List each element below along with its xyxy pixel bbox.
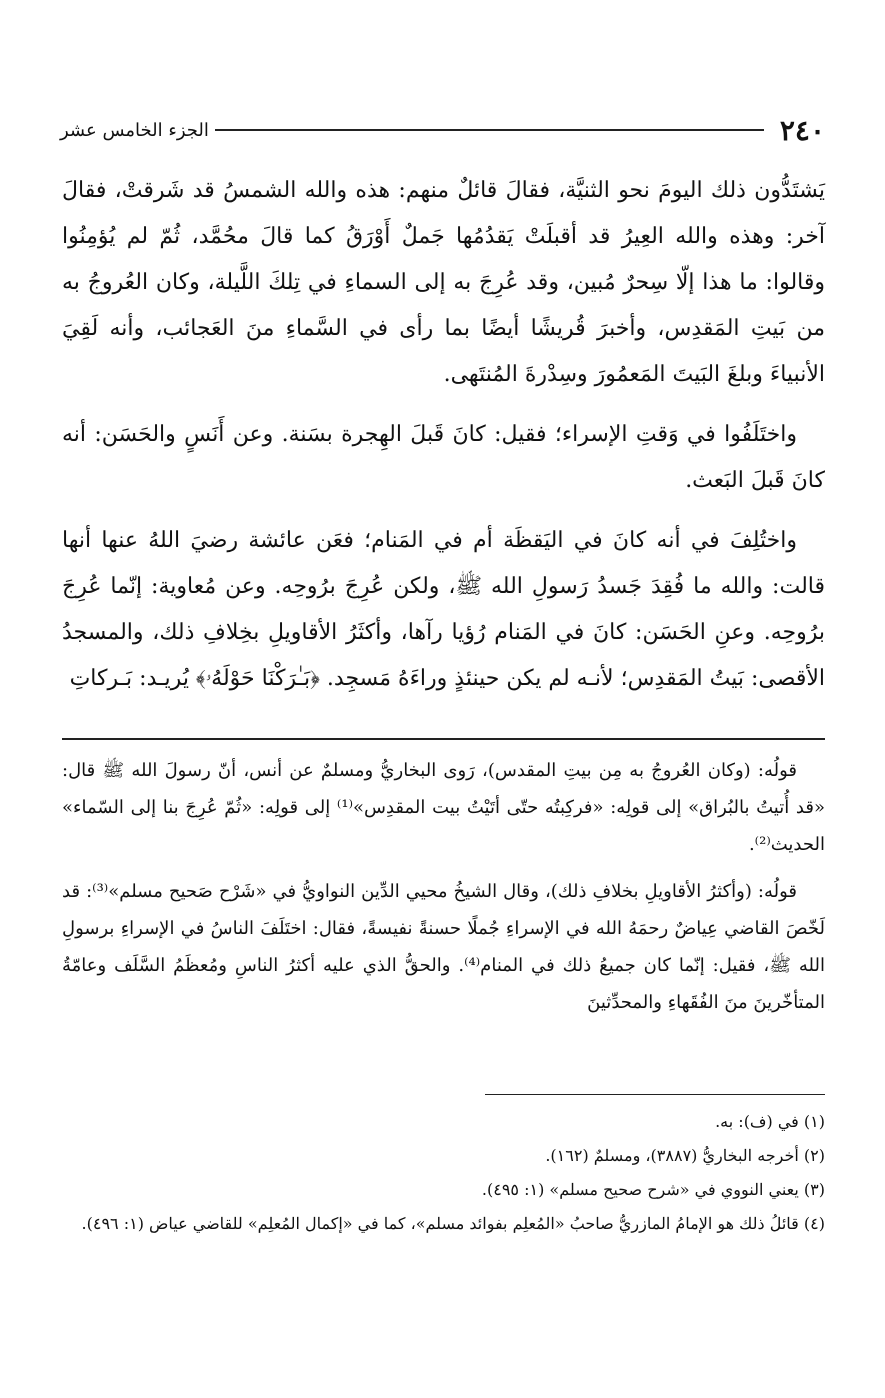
footnote-rule <box>485 1094 825 1095</box>
footnotes <box>62 1106 825 1242</box>
text-commentary-divider <box>62 738 825 740</box>
page-header <box>60 108 825 152</box>
main-paragraph-2: واختَلَفُوا في وَقتِ الإسراء؛ فقيل: كانَ قَبلَ الهِجرة بسَنة. وعن أَنَسٍ والحَسَن: أنه كانَ قَبلَ البَعث. <box>62 422 825 493</box>
commentary-paragraph-1: قولُه: (وكان العُروجُ به مِن بيتِ المقدس)، رَوى البخاريُّ ومسلمٌ عن أنس، أنّ رسولَ الله ﷺ قال: «قد أُتيتُ بالبُراق» إلى قولِه: «فركِبتُه حتّى أتَيْتُ بيت المقدِس»⁽¹⁾ إلى قولِه: «ثُمّ عُرِجَ بنا إلى السّماء» الحديث⁽²⁾. <box>62 760 825 855</box>
page-number: ٢٤٠ <box>779 113 825 147</box>
footnote-2: (٢) أخرجه البخاريُّ (٣٨٨٧)، ومسلمٌ (١٦٢). <box>545 1146 825 1165</box>
footnote-1: (١) في (ف): به. <box>715 1112 825 1131</box>
footnote-3: (٣) يعني النووي في «شرح صحيح مسلم» (١: ٤٩٥). <box>481 1180 825 1199</box>
main-paragraph-1: يَشتَدُّون ذلك اليومَ نحو الثنيَّة، فقالَ قائلٌ منهم: هذه والله الشمسُ قد شَرقتْ، فقالَ آخر: وهذه والله العِيرُ قد أقبلَتْ يَقدُمُها جَملٌ أَوْرَقُ كما قالَ محُمَّد، ثُمّ لم يُؤمِنُوا وقالوا: ما هذا إلّا سِحرٌ مُبين، وقد عُرِجَ به إلى السماءِ في تِلكَ اللَّيلة، وكان العُروجُ به من بَيتِ المَقدِس، وأخبرَ قُريشًا أيضًا بما رأى في السَّماءِ منَ العَجائب، وأنه لَقِيَ الأنبياءَ وبلغَ البَيتَ المَعمُورَ وسِدْرةَ المُنتَهى. <box>62 178 825 387</box>
header-rule <box>215 129 764 131</box>
commentary-text <box>62 752 825 1031</box>
running-title: الجزء الخامس عشر <box>60 119 209 141</box>
main-paragraph-3: واختُلِفَ في أنه كانَ في اليَقظَة أم في المَنام؛ فعَن عائشة رضيَ اللهُ عنها أنها قالت: والله ما فُقِدَ جَسدُ رَسولِ الله ﷺ، ولكن عُرِجَ برُوحِه. وعن مُعاوية: إنّما عُرِجَ برُوحِه. وعنِ الحَسَن: كانَ في المَنام رُؤيا رآها، وأكثَرُ الأقاويلِ بخِلافِ ذلك، والمسجدُ الأقصى: بَيتُ المَقدِس؛ لأنـه لم يكن حينئذٍ وراءَهُ مَسجِد. ﴿بَـٰرَكْنَا حَوْلَهُۥ﴾ يُريـد: بَـركاتِ <box>62 528 825 691</box>
footnote-4: (٤) قائلُ ذلك هو الإمامُ المازريُّ صاحبُ «المُعلِم بفوائد مسلم»، كما في «إكمال المُعلِم» للقاضي عياض (١: ٤٩٦). <box>81 1214 825 1233</box>
main-text <box>62 168 825 716</box>
commentary-paragraph-2: قولُه: (وأكثرُ الأقاويلِ بخلافِ ذلك)، وقال الشيخُ محيي الدِّين النواويُّ في «شَرْح صَحيح مسلم»⁽³⁾: قد لَخّصَ القاضي عِياضٌ رحمَهُ الله في الإسراءِ جُملًا حسنةً نفيسةً، فقال: اختَلَفَ الناسُ في الإسراءِ برسولِ الله ﷺ، فقيل: إنّما كان جميعُ ذلك في المنام⁽⁴⁾. والحقُّ الذي عليه أكثرُ الناسِ ومُعظَمُ السَّلَف وعامّةُ المتأخّرينَ منَ الفُقَهاءِ والمحدِّثينَ <box>62 881 825 1013</box>
